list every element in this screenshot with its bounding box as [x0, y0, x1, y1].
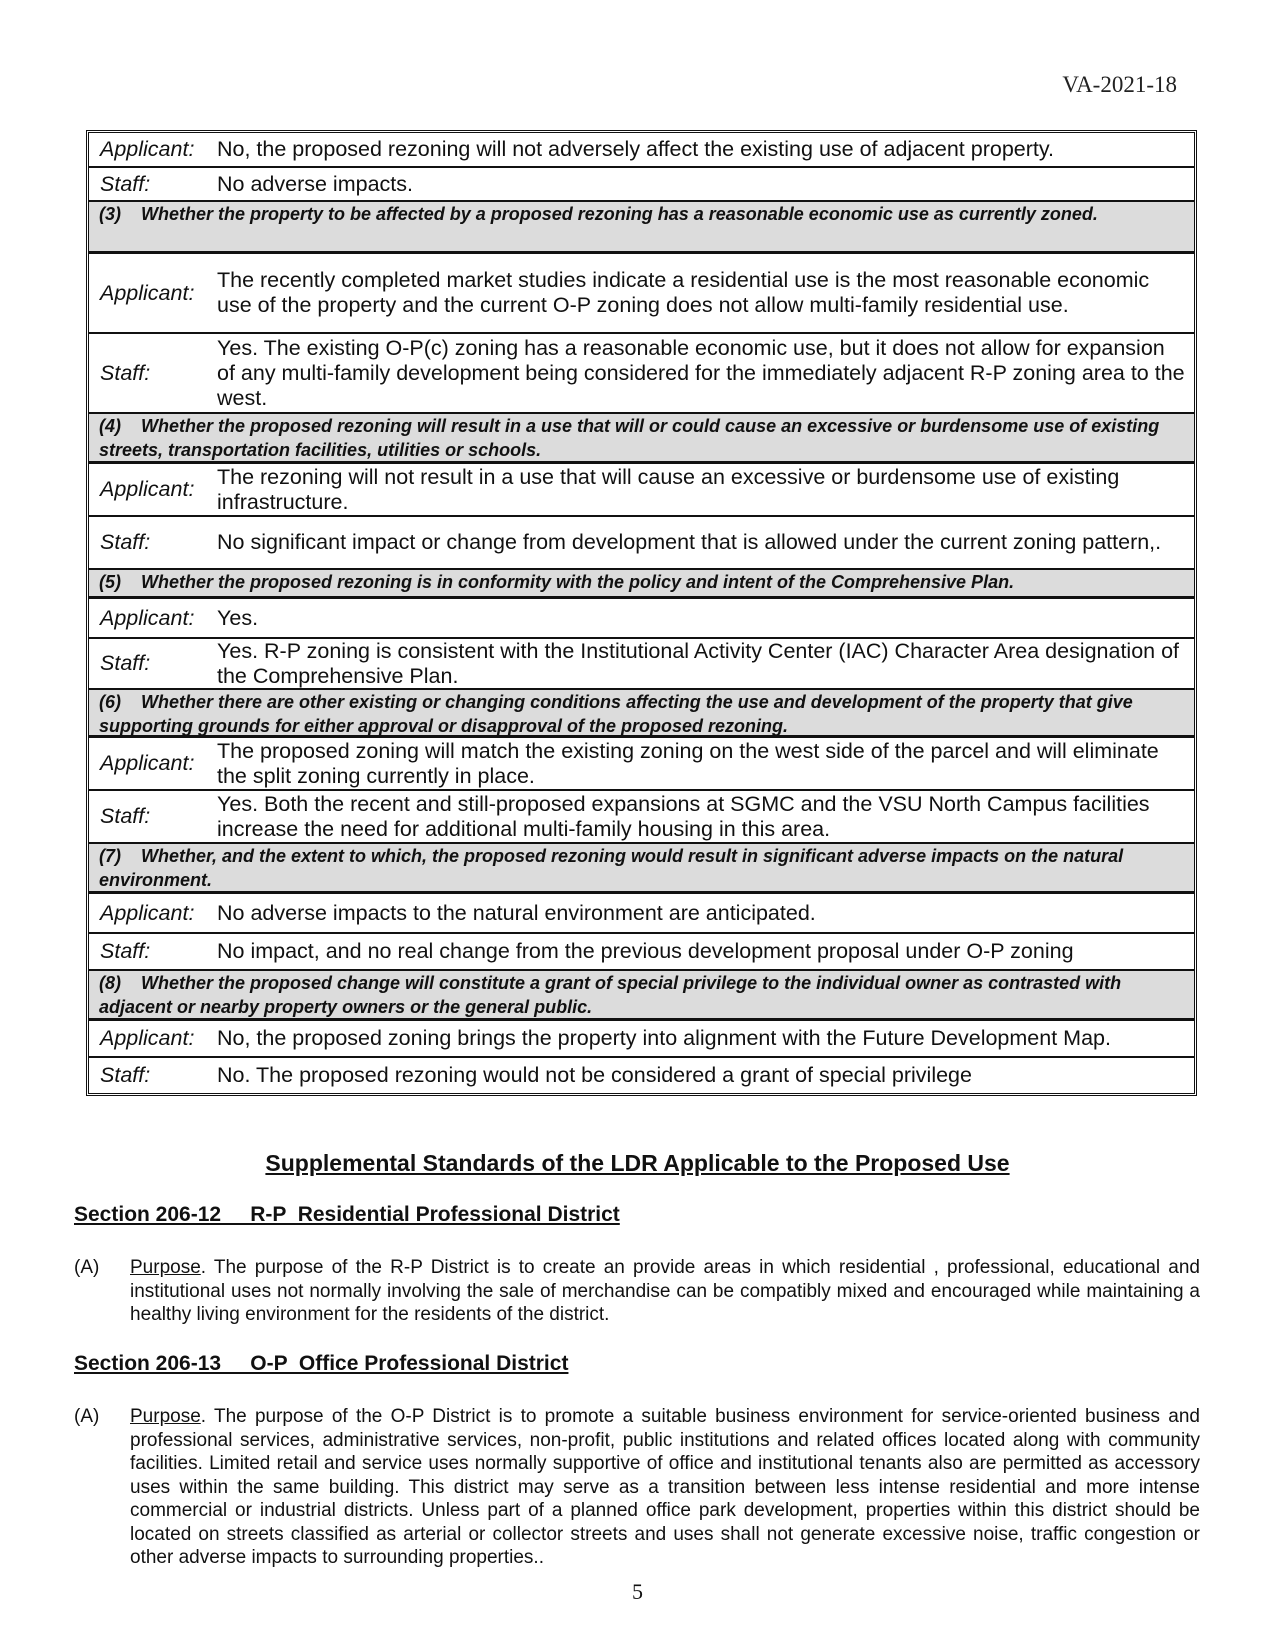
applicant-response-row [89, 464, 1194, 517]
respondent-label: Applicant: [100, 900, 195, 925]
criteria-table [86, 130, 1197, 1096]
staff-response-row [89, 334, 1194, 414]
criterion-question-row: (4) Whether the proposed rezoning will result in a use that will or could cause an excessive or burdensome use of existing streets, transportation facilities, utilities or schools. [89, 414, 1194, 464]
applicant-response-row [89, 894, 1194, 934]
applicant-response-row [89, 1021, 1194, 1058]
response-text: No, the proposed zoning brings the property into alignment with the Future Development Map. [217, 1026, 1111, 1050]
response-text: No impact, and no real change from the previous development proposal under O-P zoning [217, 939, 1074, 963]
section-206-13-paragraph [74, 1405, 1200, 1570]
page-number: 5 [632, 1579, 643, 1604]
respondent-label: Staff: [100, 651, 151, 675]
response-text: The proposed zoning will match the existing zoning on the west side of the parcel and will eliminate the split zoning currently in place. [217, 738, 1159, 788]
paragraph-marker: (A) [74, 1257, 100, 1278]
criterion-question-row: (8) Whether the proposed change will constitute a grant of special privilege to the individual owner as contrasted with adjacent or nearby property owners or the general public. [89, 971, 1194, 1021]
paragraph-marker: (A) [74, 1406, 100, 1427]
respondent-label: Staff: [100, 1063, 151, 1087]
supplemental-standards-heading: Supplemental Standards of the LDR Applicable to the Proposed Use [265, 1150, 1010, 1176]
applicant-response-row [89, 599, 1194, 639]
respondent-label: Applicant: [100, 137, 195, 161]
response-text: Yes. Both the recent and still-proposed expansions at SGMC and the VSU North Campus facilities increase the need for additional multi-family housing in this area. [217, 791, 1150, 841]
staff-response-row [89, 517, 1194, 570]
respondent-label: Staff: [100, 804, 151, 828]
response-text: Yes. R-P zoning is consistent with the Institutional Activity Center (IAC) Character Area designation of the Comprehensive Plan. [217, 638, 1180, 688]
purpose-label: Purpose [130, 1406, 201, 1427]
response-text: Yes. [217, 605, 259, 630]
response-text: No, the proposed rezoning will not adversely affect the existing use of adjacent property. [217, 137, 1054, 161]
respondent-label: Staff: [100, 939, 151, 963]
respondent-label: Applicant: [100, 280, 195, 305]
document-code: VA-2021-18 [1062, 72, 1177, 97]
criterion-question-row: (3) Whether the property to be affected by a proposed rezoning has a reasonable economic use as currently zoned. [89, 202, 1194, 254]
response-text: No adverse impacts to the natural environment are anticipated. [217, 900, 816, 925]
staff-response-row [89, 1058, 1194, 1093]
criterion-question-row: (7) Whether, and the extent to which, the proposed rezoning would result in significant adverse impacts on the natural environment. [89, 844, 1194, 894]
respondent-label: Staff: [100, 530, 151, 554]
section-206-12-heading: Section 206-12 R-P Residential Professional District [74, 1203, 620, 1226]
respondent-label: Applicant: [100, 605, 195, 630]
respondent-label: Staff: [100, 171, 151, 196]
staff-response-row [89, 168, 1194, 202]
applicant-response-row [89, 133, 1194, 168]
staff-response-row [89, 934, 1194, 971]
respondent-label: Applicant: [100, 1026, 195, 1050]
respondent-label: Staff: [100, 360, 151, 385]
response-text: No significant impact or change from development that is allowed under the current zoning pattern,. [217, 530, 1162, 554]
response-text: Yes. The existing O-P(c) zoning has a reasonable economic use, but it does not allow for expansion of any multi-family development being considered for the immediately adjacent R-P zoning area to the west. [217, 335, 1185, 410]
response-text: No. The proposed rezoning would not be considered a grant of special privilege [217, 1063, 972, 1087]
staff-response-row [89, 791, 1194, 844]
purpose-label: Purpose [130, 1257, 201, 1278]
paragraph-body [130, 1256, 1200, 1327]
respondent-label: Applicant: [100, 751, 195, 775]
response-text: The rezoning will not result in a use that will cause an excessive or burdensome use of existing infrastructure. [217, 464, 1120, 514]
response-text: No adverse impacts. [217, 171, 413, 196]
response-text: The recently completed market studies indicate a residential use is the most reasonable economic use of the property and the current O-P zoning does not allow multi-family residential use. [217, 268, 1150, 317]
staff-response-row [89, 639, 1194, 690]
section-206-13-heading: Section 206-13 O-P Office Professional District [74, 1352, 569, 1375]
section-206-12-paragraph [74, 1256, 1200, 1327]
purpose-text: . The purpose of the O-P District is to promote a suitable business environment for service-oriented business and professional services, administrative services, non-profit, public institutions and related offices located along with community facilities. Limited retail and service uses normally supportive of office and institutional tenants also are permitted as accessory uses within the same building. This district may serve as a transition between less intense residential and more intense commercial or industrial districts. Unless part of a planned office park development, properties within this district should be located on streets classified as arterial or collector streets and uses shall not generate excessive noise, traffic congestion or other adverse impacts to surrounding properties.. [130, 1406, 1200, 1568]
applicant-response-row [89, 254, 1194, 334]
respondent-label: Applicant: [100, 477, 195, 501]
criterion-question-row: (6) Whether there are other existing or changing conditions affecting the use and development of the property that give supporting grounds for either approval or disapproval of the proposed rezoning. [89, 690, 1194, 738]
criterion-question-row: (5) Whether the proposed rezoning is in conformity with the policy and intent of the Comprehensive Plan. [89, 570, 1194, 599]
purpose-text: . The purpose of the R-P District is to create an provide areas in which residential , professional, educational and institutional uses not normally involving the sale of merchandise can be compatibly mixed and encouraged while maintaining a healthy living environment for the residents of the district. [130, 1257, 1200, 1325]
applicant-response-row [89, 738, 1194, 791]
paragraph-body [130, 1405, 1200, 1570]
